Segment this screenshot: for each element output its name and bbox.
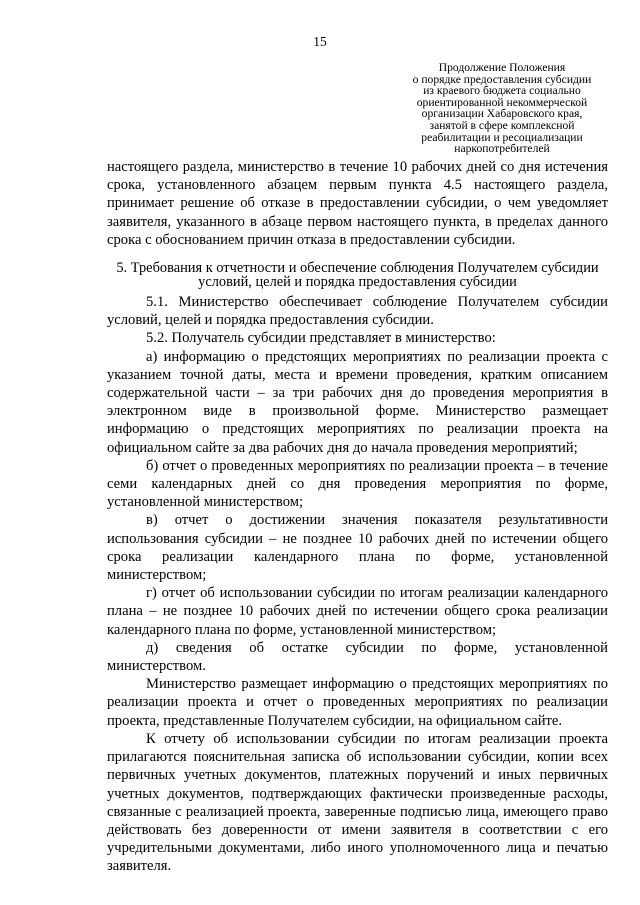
list-item-v: в) отчет о достижении значения показателя результативности использования субсидии – не позднее 10 рабочих дней по истечении общего срока реализации календарного плана по форме, установленной министерством; [107, 512, 608, 584]
header-line: реабилитации и ресоциализации [421, 130, 583, 144]
header-line: о порядке предоставления субсидии [412, 72, 592, 86]
header-line: Продолжение Положения [438, 61, 566, 74]
header-line: наркопотребителей [454, 142, 550, 156]
document-body [107, 158, 608, 876]
section-title: 5. Требования к отчетности и обеспечение соблюдения Получателем субсидии условий, целей и порядка предоставления субсидии [116, 260, 599, 291]
paragraph-continuation: настоящего раздела, министерство в течение 10 рабочих дней со дня истечения срока, установленного абзацем первым пункта 4.5 настоящего раздела, принимает решение об отказе в предоставлении субсидии, о чем уведомляет заявителя, указанного в абзаце первом настоящего пункта, в пределах данного срока с обоснованием причин отказа в предоставлении субсидии. [107, 159, 608, 248]
list-item-d: д) сведения об остатке субсидии по форме, установленной министерством. [107, 639, 608, 675]
list-item-g: г) отчет об использовании субсидии по итогам реализации календарного плана – не позднее 10 рабочих дней по истечении общего срока реализации календарного плана по форме, установленной министерством; [107, 585, 608, 638]
paragraph-5-2: 5.2. Получатель субсидии представляет в министерство: [146, 330, 496, 347]
list-item-a: а) информацию о предстоящих мероприятиях по реализации проекта с указанием точной даты, места и времени проведения, кратким описанием содержательной части – за три рабочих дня до проведения мероприятия в электронном виде в произвольной форме. Министерство размещает информацию о предстоящих мероприятиях по реализации проекта на официальном сайте за два рабочих дня до начала проведения мероприятий; [107, 348, 608, 456]
header-line: организации Хабаровского края, [421, 107, 583, 121]
document-header [396, 62, 608, 155]
header-line: из краевого бюджета социально [423, 84, 581, 98]
header-line: ориентированной некоммерческой [416, 95, 588, 109]
list-item-b: б) отчет о проведенных мероприятиях по реализации проекта – в течение семи календарных дней со дня проведения мероприятия по форме, установленной министерством; [107, 457, 608, 511]
paragraph-report-attachments: К отчету об использовании субсидии по итогам реализации проекта прилагаются пояснительная записка об использовании субсидии, копии всех первичных учетных документов, платежных поручений и иных первичных учетных документов, подтверждающих фактически произведенные расходы, связанные с реализацией проекта, заверенные подписью лица, имеющего право действовать без доверенности от имени заявителя в соответствии с его учредительными документами, либо иного уполномоченного лица и печатью заявителя. [107, 730, 608, 875]
header-line: занятой в сфере комплексной [429, 118, 575, 132]
paragraph-ministry-publishes: Министерство размещает информацию о предстоящих мероприятиях по реализации проекта и отчет о проведенных мероприятиях по реализации проекта, представленные Получателем субсидии, на официальном сайте. [107, 676, 608, 729]
page-number: 15 [313, 34, 327, 49]
paragraph-5-1: 5.1. Министерство обеспечивает соблюдение Получателем субсидии условий, целей и порядка предоставления субсидии. [107, 294, 608, 329]
